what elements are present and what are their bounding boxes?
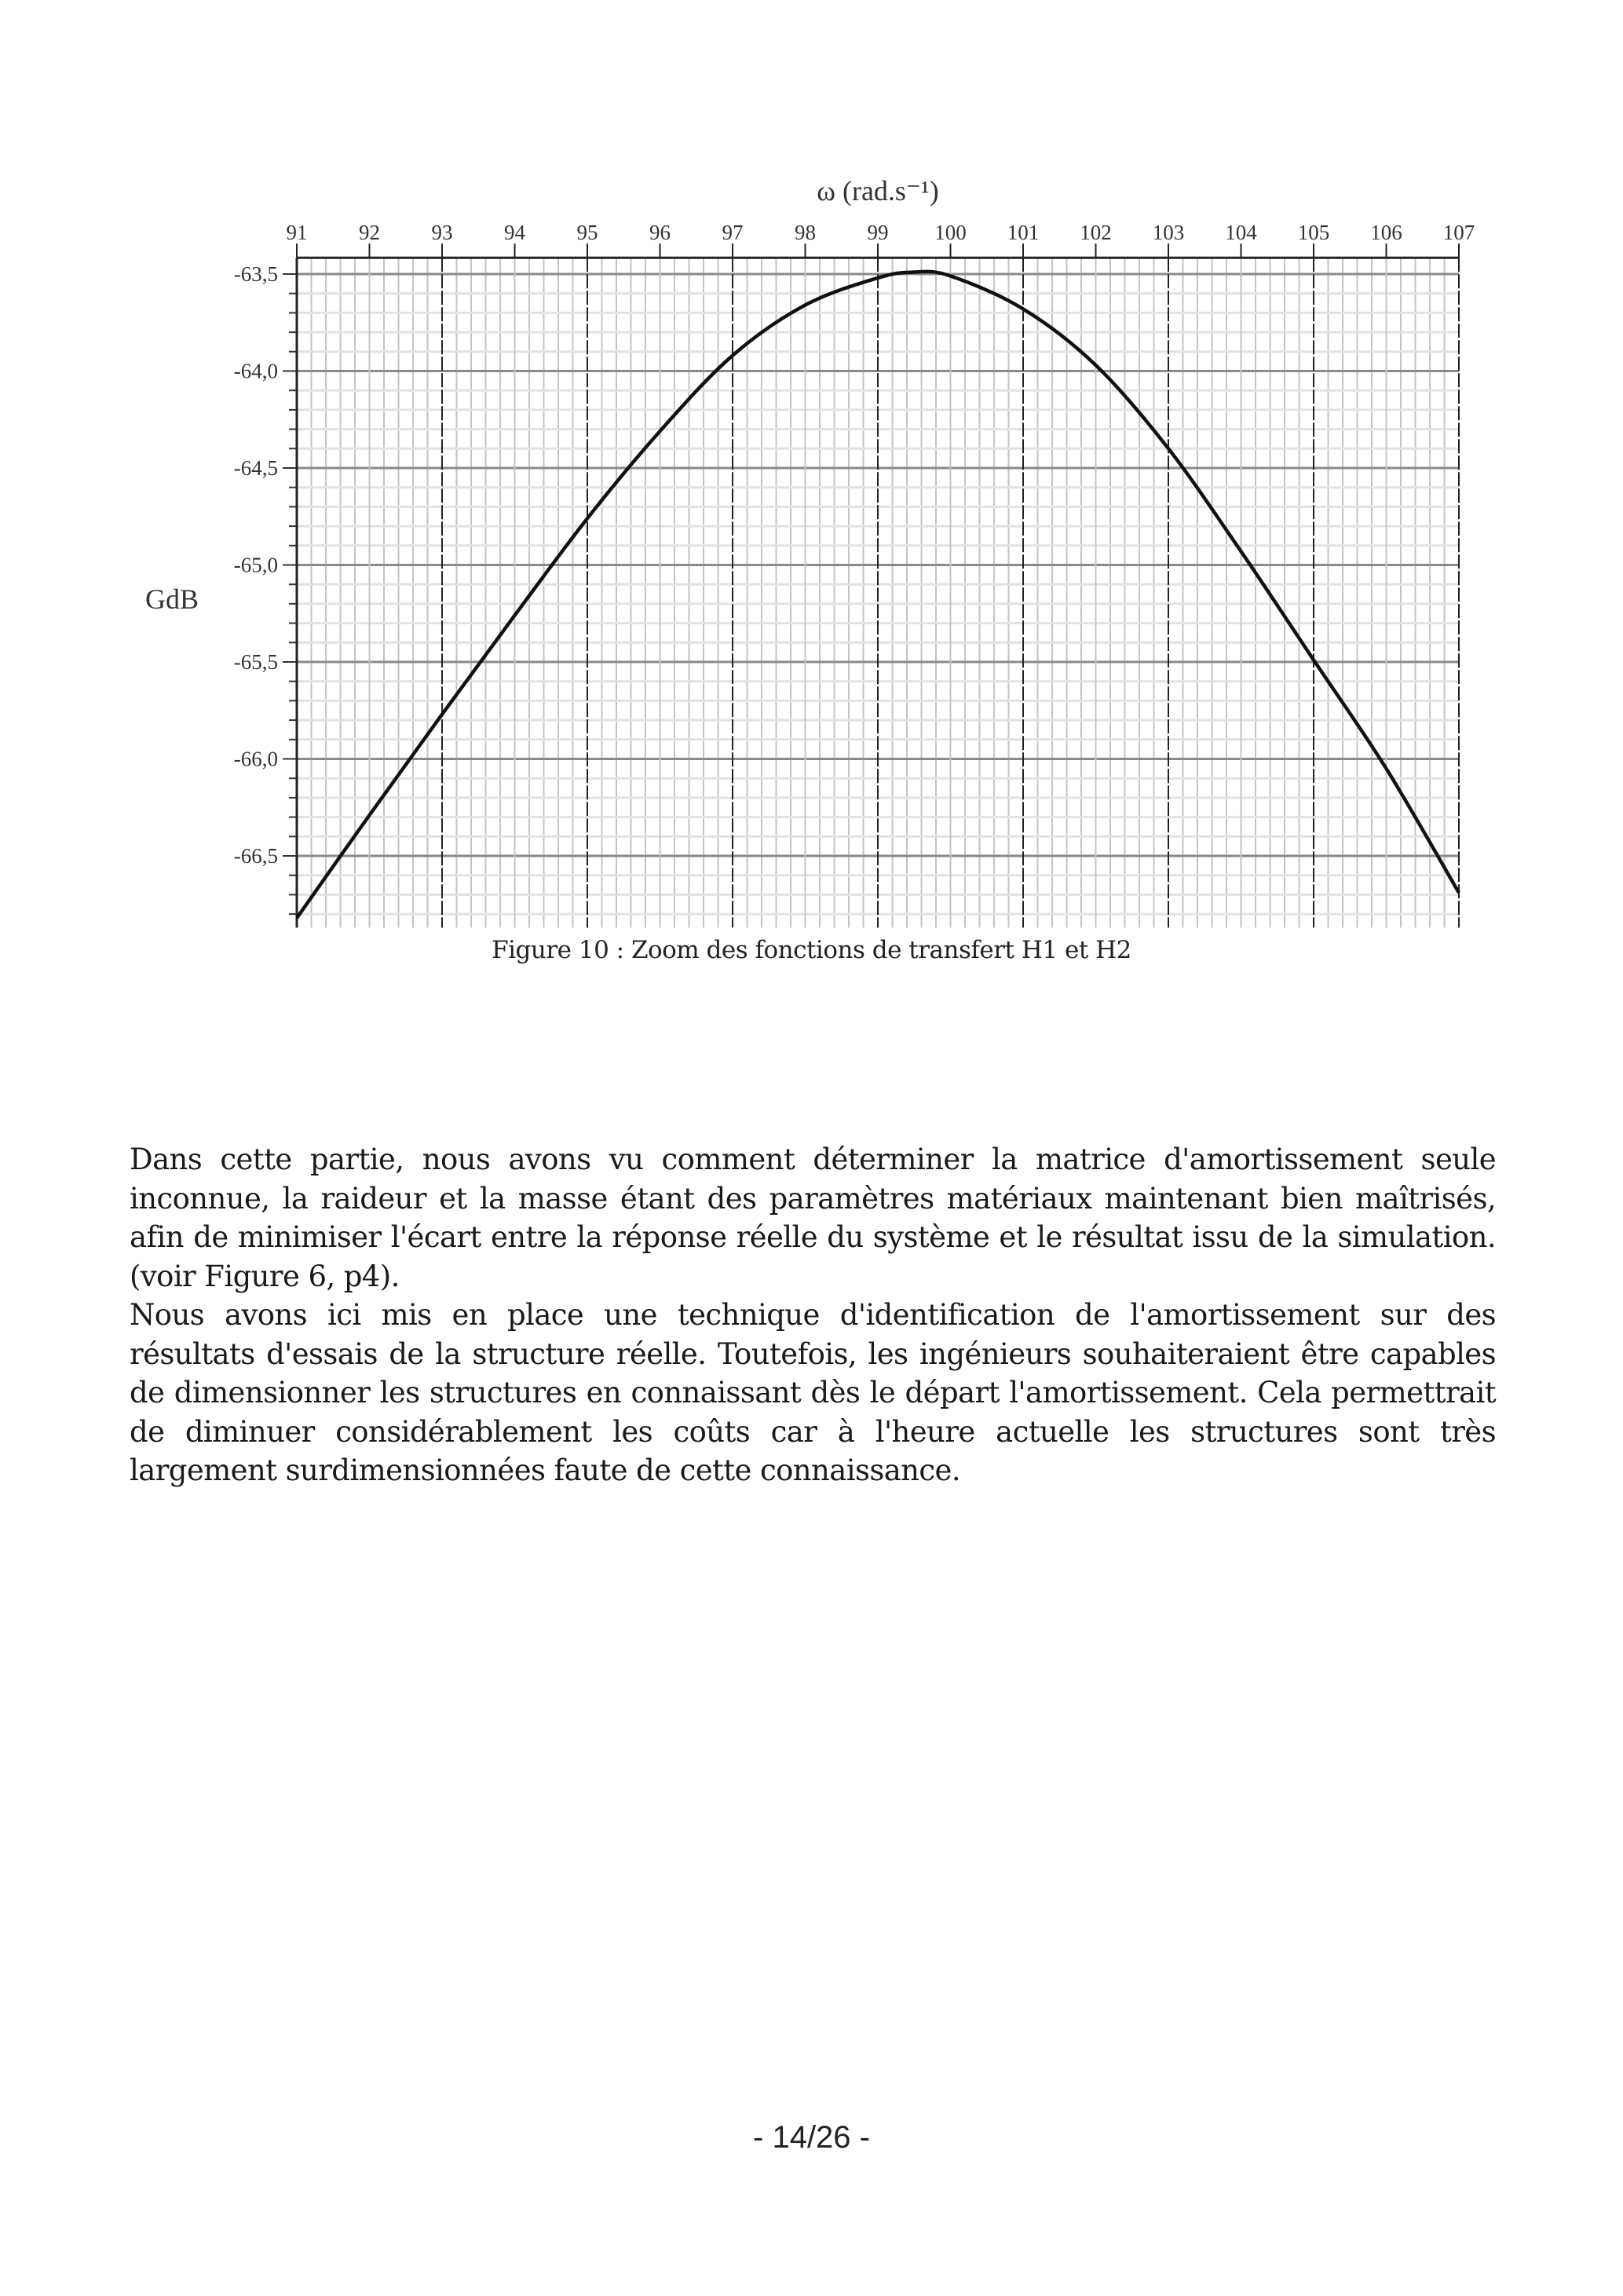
y-tick-label: -64,0 [233,359,278,383]
x-tick-label: 100 [934,221,967,244]
x-tick-label: 103 [1152,221,1185,244]
text-line: largement surdimensionnées faute de cette connaissance. [130,1453,960,1487]
x-tick-label: 94 [504,221,525,244]
y-tick-label: -66,0 [233,747,278,771]
chart-tick-labels [234,221,1475,868]
figure-caption: Figure 10 : Zoom des fonctions de transfert H1 et H2 [492,936,1131,964]
x-tick-label: 105 [1297,221,1330,244]
text-line: afin de minimiser l'écart entre la réponse réelle du système et le résultat issu de la simulation. [130,1220,1496,1254]
transfer-function-chart [0,0,1623,1021]
x-tick-label: 96 [649,221,671,244]
text-line: Nous avons ici mis en place une technique d'identification de l'amortissement sur des [130,1298,1496,1332]
paragraph-2 [130,1296,1496,1490]
body-text [130,1140,1496,1490]
x-tick-label: 101 [1007,221,1040,244]
x-tick-label: 102 [1080,221,1112,244]
y-tick-label: -63,5 [233,262,278,286]
chart-grid [297,258,1459,927]
x-axis-title: ω (rad.s⁻¹) [817,175,939,207]
text-line: Dans cette partie, nous avons vu comment déterminer la matrice d'amortissement seule [130,1143,1496,1176]
x-tick-label: 104 [1225,221,1257,244]
x-tick-label: 93 [431,221,453,244]
x-tick-label: 98 [795,221,816,244]
y-tick-label: -64,5 [233,456,278,480]
y-tick-label: -65,0 [233,553,278,577]
y-tick-label: -66,5 [233,844,278,868]
y-tick-label: -65,5 [233,650,278,674]
text-line: résultats d'essais de la structure réelle. Toutefois, les ingénieurs souhaiteraient être capables [130,1336,1496,1371]
x-tick-label: 99 [867,221,889,244]
y-axis-title: GdB [145,583,199,615]
text-line: de diminuer considérablement les coûts car à l'heure actuelle les structures sont très [130,1414,1496,1449]
x-tick-label: 106 [1370,221,1402,244]
x-tick-label: 107 [1442,221,1475,244]
paragraph-1 [130,1140,1496,1296]
x-tick-label: 97 [722,221,744,244]
chart-axes [283,243,1459,927]
text-line: inconnue, la raideur et la masse étant des paramètres matériaux maintenant bien maîtrisés, [130,1181,1496,1216]
page-number: - 14/26 - [753,2120,870,2155]
x-tick-label: 95 [576,221,598,244]
text-line: (voir Figure 6, p4). [130,1259,400,1293]
x-tick-label: 91 [286,221,308,244]
text-line: de dimensionner les structures en connaissant dès le départ l'amortissement. Cela permettrait [130,1376,1496,1409]
x-tick-label: 92 [359,221,380,244]
